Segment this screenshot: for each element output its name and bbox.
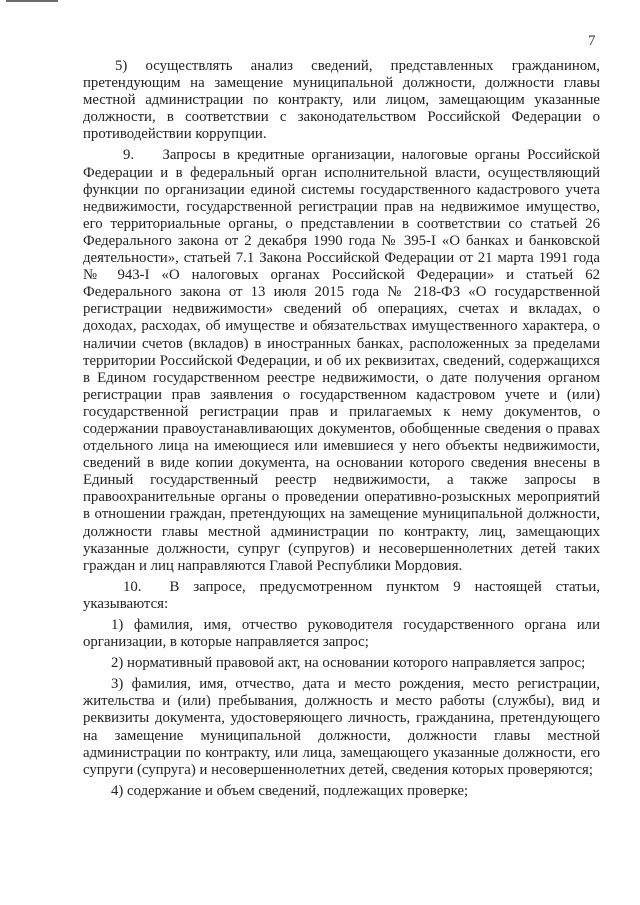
paragraph-subitem-1: 1) фамилия, имя, отчество руководителя государственного органа или организации, в которые направляется запрос; [83,617,600,651]
paragraph-subitem-2: 2) нормативный правовой акт, на основании которого направляется запрос; [111,655,586,672]
paragraph-item-10: 10. В запросе, предусмотренном пунктом 9 настоящей статьи, указываются: [83,578,600,612]
scan-edge-mark [6,0,58,2]
paragraph-subitem-3: 3) фамилия, имя, отчество, дата и место рождения, место регистрации, жительства и (или) пребывания, должность и место работы (службы), вид и реквизиты документа, удостоверяющего личность, гражданина, претендующего на замещение муниципальной должности, должности главы местной администрации по контракту, или лица, замещающего указанные должности, его супруги (супруга) и несовершеннолетних детей, сведения которых проверяются; [83,676,600,778]
paragraph-subitem-4: 4) содержание и объем сведений, подлежащих проверке; [111,782,469,799]
paragraph-subitem-5: 5) осуществлять анализ сведений, представленных гражданином, претендующим на замещение муниципальной должности, должности главы местной администрации по контракту, или лицом, замещающим указанные должности, в соответствии с законодательством Российской Федерации о противодействии коррупции. [83,58,600,143]
paragraph-item-9: 9. Запросы в кредитные организации, налоговые органы Российской Федерации и в федеральный орган исполнительной власти, осуществляющий функции по организации единой системы государственного кадастрового учета недвижимости, государственной регистрации прав на недвижимое имущество, его территориальные органы, о представлении в соответствии со статьей 26 Федерального закона от 2 декабря 1990 года № 395-I «О банках и банковской деятельности», статьей 7.1 Закона Российской Федерации от 21 марта 1991 года № 943-I «О налоговых органах Российской Федерации» и статьей 62 Федерального закона от 13 июля 2015 года № 218-ФЗ «О государственной регистрации недвижимости» сведений об операциях, счетах и вкладах, о доходах, расходах, об имуществе и обязательствах имущественного характера, о наличии счетов (вкладов) в иностранных банках, расположенных за пределами территории Российской Федерации, и об их реквизитах, сведений, содержащихся в Едином государственном реестре недвижимости, о дате получения органом регистрации прав заявления о государственном кадастровом учете и (или) государственной регистрации прав и прилагаемых к нему документов, о содержании правоустанавливающих документов, обобщенные сведения о правах отдельного лица на имеющиеся или имевшиеся у него объекты недвижимости, сведений в виде копии документа, на основании которого сведения внесены в Единый государственный реестр недвижимости, а также запросы в правоохранительные органы о проведении оперативно-розыскных мероприятий в отношении граждан, претендующих на замещение муниципальной должности, должности главы местной администрации по контракту, лиц, замещающих указанные должности, супруг (супругов) и несовершеннолетних детей таких граждан и лиц направляются Главой Республики Мордовия. [83,147,600,574]
document-body [83,58,600,804]
page-number: 7 [588,33,596,49]
